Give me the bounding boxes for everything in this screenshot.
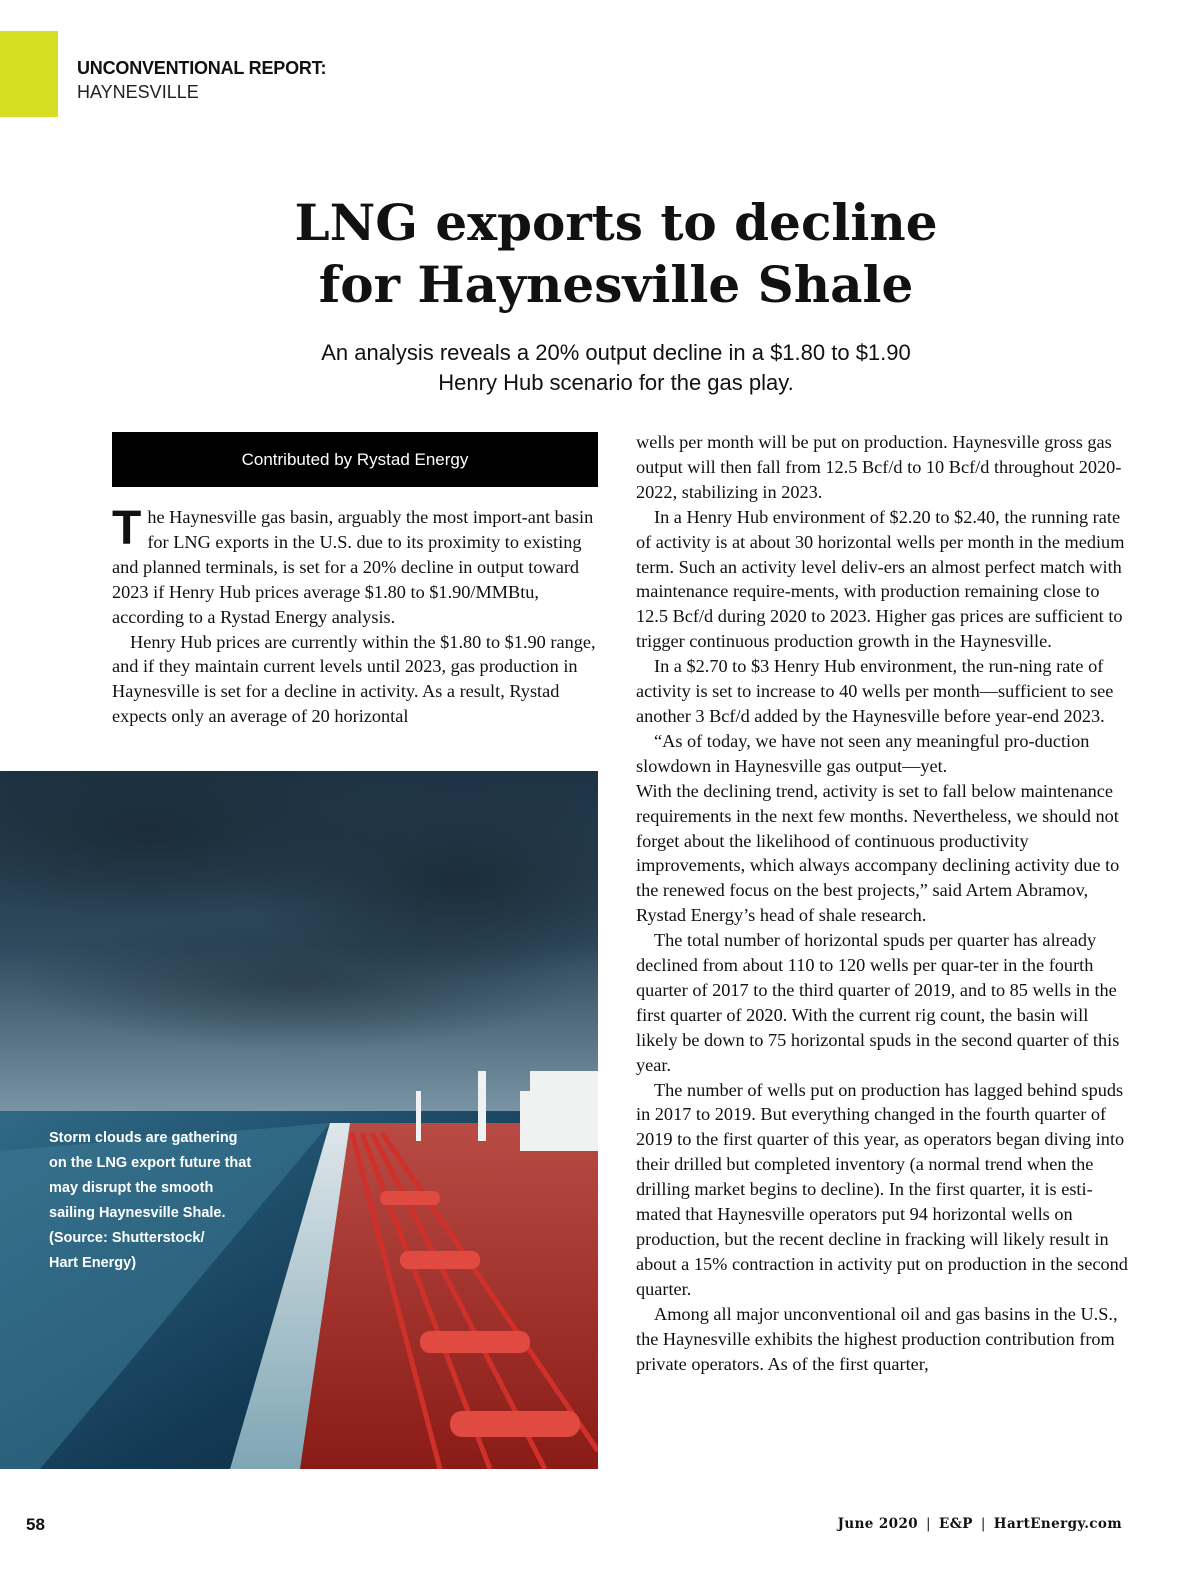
article-paragraph: The number of wells put on production has lagged behind spuds in 2017 to 2019. But everything changed in the fourth quarter of 2019 to the first quarter of this year, as operators began diving into their drilled but completed inventory (a normal trend when the drilling market begins to decline). In the first quarter, it is esti-mated that Haynesville operators put 94 horizontal wells on production, but the recent decline in fracking will likely result in about a 15% contraction in activity put on production in the second quarter. bbox=[636, 1079, 1128, 1299]
footer-site: HartEnergy.com bbox=[993, 1516, 1122, 1532]
drop-cap: T bbox=[112, 502, 142, 555]
article-paragraph: Henry Hub prices are currently within the $1.80 to $1.90 range, and if they maintain current levels until 2023, gas production in Haynesville is set for a decline in activity. As a result, Rystad expects only an average of 20 horizontal bbox=[112, 631, 596, 727]
caption-line: may disrupt the smooth bbox=[49, 1180, 214, 1196]
caption-line: Storm clouds are gathering bbox=[49, 1130, 238, 1146]
caption-line: sailing Haynesville Shale. bbox=[49, 1205, 226, 1221]
page-number: 58 bbox=[26, 1515, 45, 1534]
headline bbox=[190, 192, 1042, 316]
lng-tanker-photo bbox=[0, 771, 598, 1469]
caption-line: Hart Energy) bbox=[49, 1255, 137, 1271]
section-color-tab bbox=[0, 31, 58, 117]
footer-date: June 2020 bbox=[837, 1516, 919, 1532]
headline-line-2: for Haynesville Shale bbox=[318, 255, 914, 314]
footer-separator: | bbox=[980, 1516, 986, 1532]
caption-line: (Source: Shutterstock/ bbox=[49, 1230, 205, 1246]
section-name: HAYNESVILLE bbox=[77, 82, 199, 102]
caption-line: on the LNG export future that bbox=[49, 1155, 252, 1171]
article-paragraph bbox=[112, 502, 600, 630]
paragraph-text: he Haynesville gas basin, arguably the most import-ant basin for LNG exports in the U.S. due to its proximity to existing and planned terminals, is set for a 20% decline in output toward 2023 if Henry Hub prices average $1.80 to $1.90/MMBtu, according to a Rystad Energy analysis. bbox=[112, 507, 594, 627]
deck-line-1: An analysis reveals a 20% output decline in a $1.80 to $1.90 bbox=[321, 340, 911, 365]
footer-magazine: E&P bbox=[939, 1516, 973, 1532]
footer-publication-line bbox=[838, 1516, 1122, 1532]
tanker-illustration bbox=[0, 771, 598, 1469]
article-paragraph: With the declining trend, activity is set to fall below maintenance requirements in the next few months. Nevertheless, we should not forget about the likelihood of continuous productivity improvements, which always accompany declining activity due to the renewed focus on the best projects,” said Artem Abramov, Rystad Energy’s head of shale research. bbox=[636, 780, 1120, 926]
article-column-2 bbox=[636, 430, 1128, 1376]
deck-line-2: Henry Hub scenario for the gas play. bbox=[438, 370, 794, 395]
article-paragraph: “As of today, we have not seen any meaningful pro-duction slowdown in Haynesville gas output—yet. bbox=[636, 730, 1090, 776]
headline-line-1: LNG exports to decline bbox=[294, 193, 938, 252]
deck bbox=[200, 338, 1032, 398]
article-column-1 bbox=[112, 502, 600, 729]
article-paragraph: Among all major unconventional oil and gas basins in the U.S., the Haynesville exhibits the highest production contribution from private operators. As of the first quarter, bbox=[636, 1303, 1118, 1374]
section-kicker: UNCONVENTIONAL REPORT: bbox=[77, 58, 327, 78]
article-paragraph: The total number of horizontal spuds per quarter has already declined from about 110 to 120 wells per quar-ter in the fourth quarter of 2017 to the third quarter of 2019, and to 85 wells in the first quarter of 2020. With the current rig count, the basin will likely be down to 75 horizontal spuds in the second quarter of this year. bbox=[636, 930, 1120, 1075]
photo-caption bbox=[49, 1126, 289, 1276]
article-paragraph: In a Henry Hub environment of $2.20 to $2.40, the running rate of activity is at about 30 horizontal wells per month in the medium term. Such an activity level deliv-ers an almost perfect match with maintenance require-ments, with production remaining close to 12.5 Bcf/d during 2020 to 2023. Higher gas prices are sufficient to trigger continuous production growth in the Haynesville. bbox=[636, 506, 1125, 652]
article-paragraph: In a $2.70 to $3 Henry Hub environment, the run-ning rate of activity is set to increase to 40 wells per month—sufficient to see another 3 Bcf/d added by the Haynesville before year-end 2023. bbox=[636, 656, 1114, 726]
footer-separator: | bbox=[926, 1516, 931, 1532]
article-paragraph: wells per month will be put on production. Haynesville gross gas output will then fall from 12.5 Bcf/d to 10 Bcf/d throughout 2020-2022, stabilizing in 2023. bbox=[636, 432, 1122, 502]
contributor-credit: Contributed by Rystad Energy bbox=[112, 432, 598, 487]
